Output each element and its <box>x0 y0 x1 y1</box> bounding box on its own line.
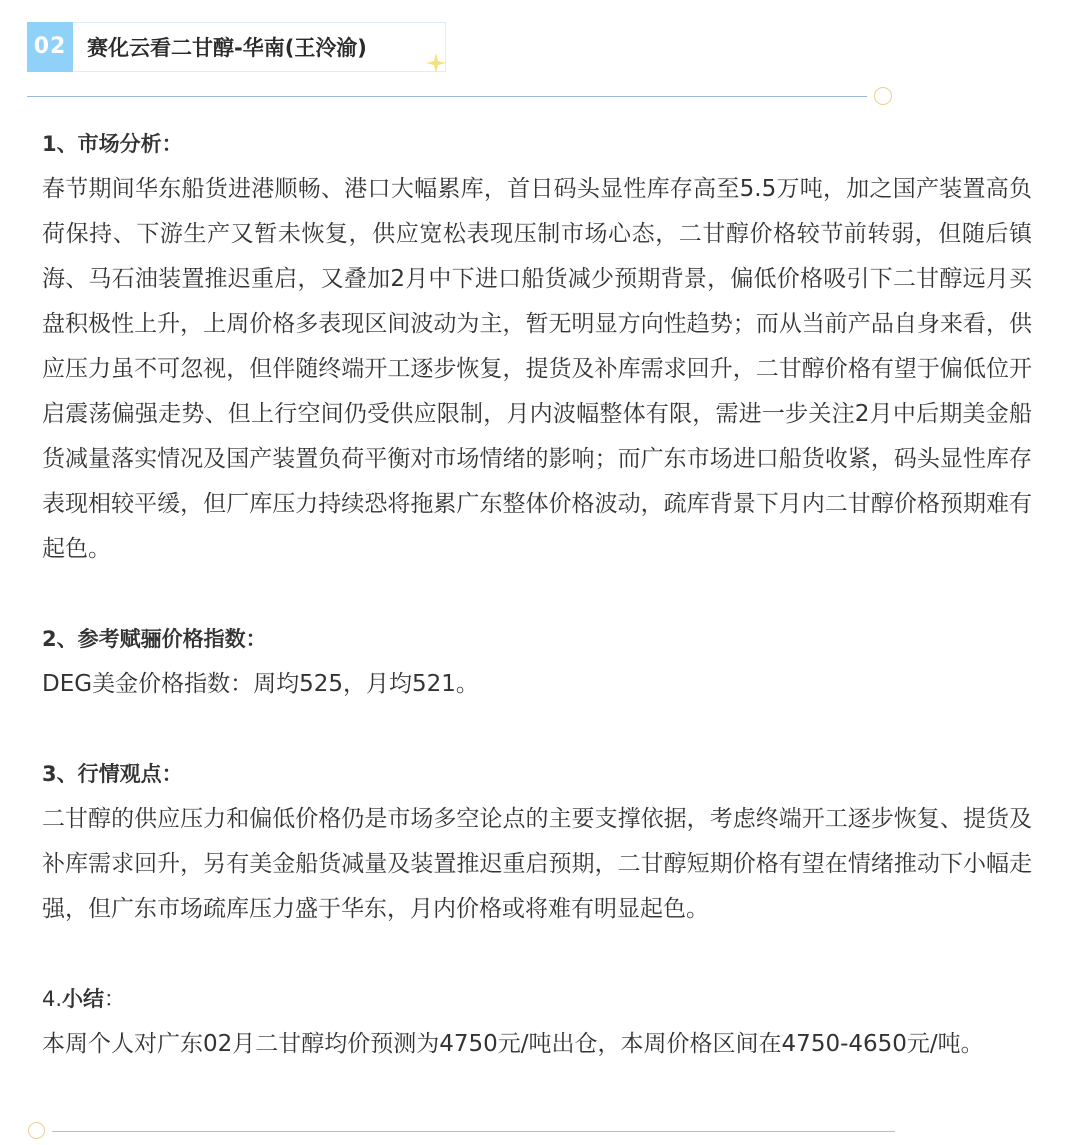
article-body <box>42 122 1032 1067</box>
top-divider <box>27 96 867 97</box>
market-analysis-section <box>42 122 1032 572</box>
market-view-heading: 3、行情观点： <box>42 762 183 786</box>
sparkle-icon <box>425 52 447 74</box>
summary-heading-suffix: ： <box>104 987 126 1011</box>
top-circle-ornament <box>874 87 892 105</box>
summary-heading-label: 小结 <box>62 987 105 1011</box>
section-header <box>27 22 447 72</box>
section-title-box <box>73 22 446 72</box>
market-analysis-heading: 1、市场分析： <box>42 132 183 156</box>
summary-text: 本周个人对广东02月二甘醇均价预测为4750元/吨出仓，本周价格区间在4750-4650元/吨。 <box>42 1031 984 1057</box>
market-view-text: 二甘醇的供应压力和偏低价格仍是市场多空论点的主要支撑依据，考虑终端开工逐步恢复、提货及补库需求回升，另有美金船货减量及装置推迟重启预期，二甘醇短期价格有望在情绪推动下小幅走强，但广东市场疏库压力盛于华东，月内价格或将难有明显起色。 <box>42 806 1032 922</box>
section-title: 赛化云看二甘醇-华南(王泠渝) <box>87 36 367 60</box>
price-index-text: DEG美金价格指数：周均525，月均521。 <box>42 671 479 697</box>
market-analysis-text: 春节期间华东船货进港顺畅、港口大幅累库，首日码头显性库存高至5.5万吨，加之国产装置高负荷保持、下游生产又暂未恢复，供应宽松表现压制市场心态，二甘醇价格较节前转弱，但随后镇海、马石油装置推迟重启，又叠加2月中下进口船货减少预期背景，偏低价格吸引下二甘醇远月买盘积极性上升，上周价格多表现区间波动为主，暂无明显方向性趋势；而从当前产品自身来看，供应压力虽不可忽视，但伴随终端开工逐步恢复，提货及补库需求回升，二甘醇价格有望于偏低位开启震荡偏强走势、但上行空间仍受供应限制，月内波幅整体有限，需进一步关注2月中后期美金船货减量落实情况及国产装置负荷平衡对市场情绪的影响；而广东市场进口船货收紧，码头显性库存表现相较平缓，但厂库压力持续恐将拖累广东整体价格波动，疏库背景下月内二甘醇价格预期难有起色。 <box>42 176 1032 562</box>
summary-heading-prefix: 4. <box>42 987 63 1011</box>
section-number-badge: 02 <box>27 22 73 72</box>
price-index-section <box>42 617 1032 707</box>
market-view-section <box>42 752 1032 932</box>
bottom-circle-ornament <box>28 1122 45 1139</box>
summary-heading <box>42 977 1032 1022</box>
bottom-divider <box>52 1131 895 1132</box>
price-index-heading: 2、参考赋骊价格指数： <box>42 627 267 651</box>
summary-section <box>42 977 1032 1067</box>
